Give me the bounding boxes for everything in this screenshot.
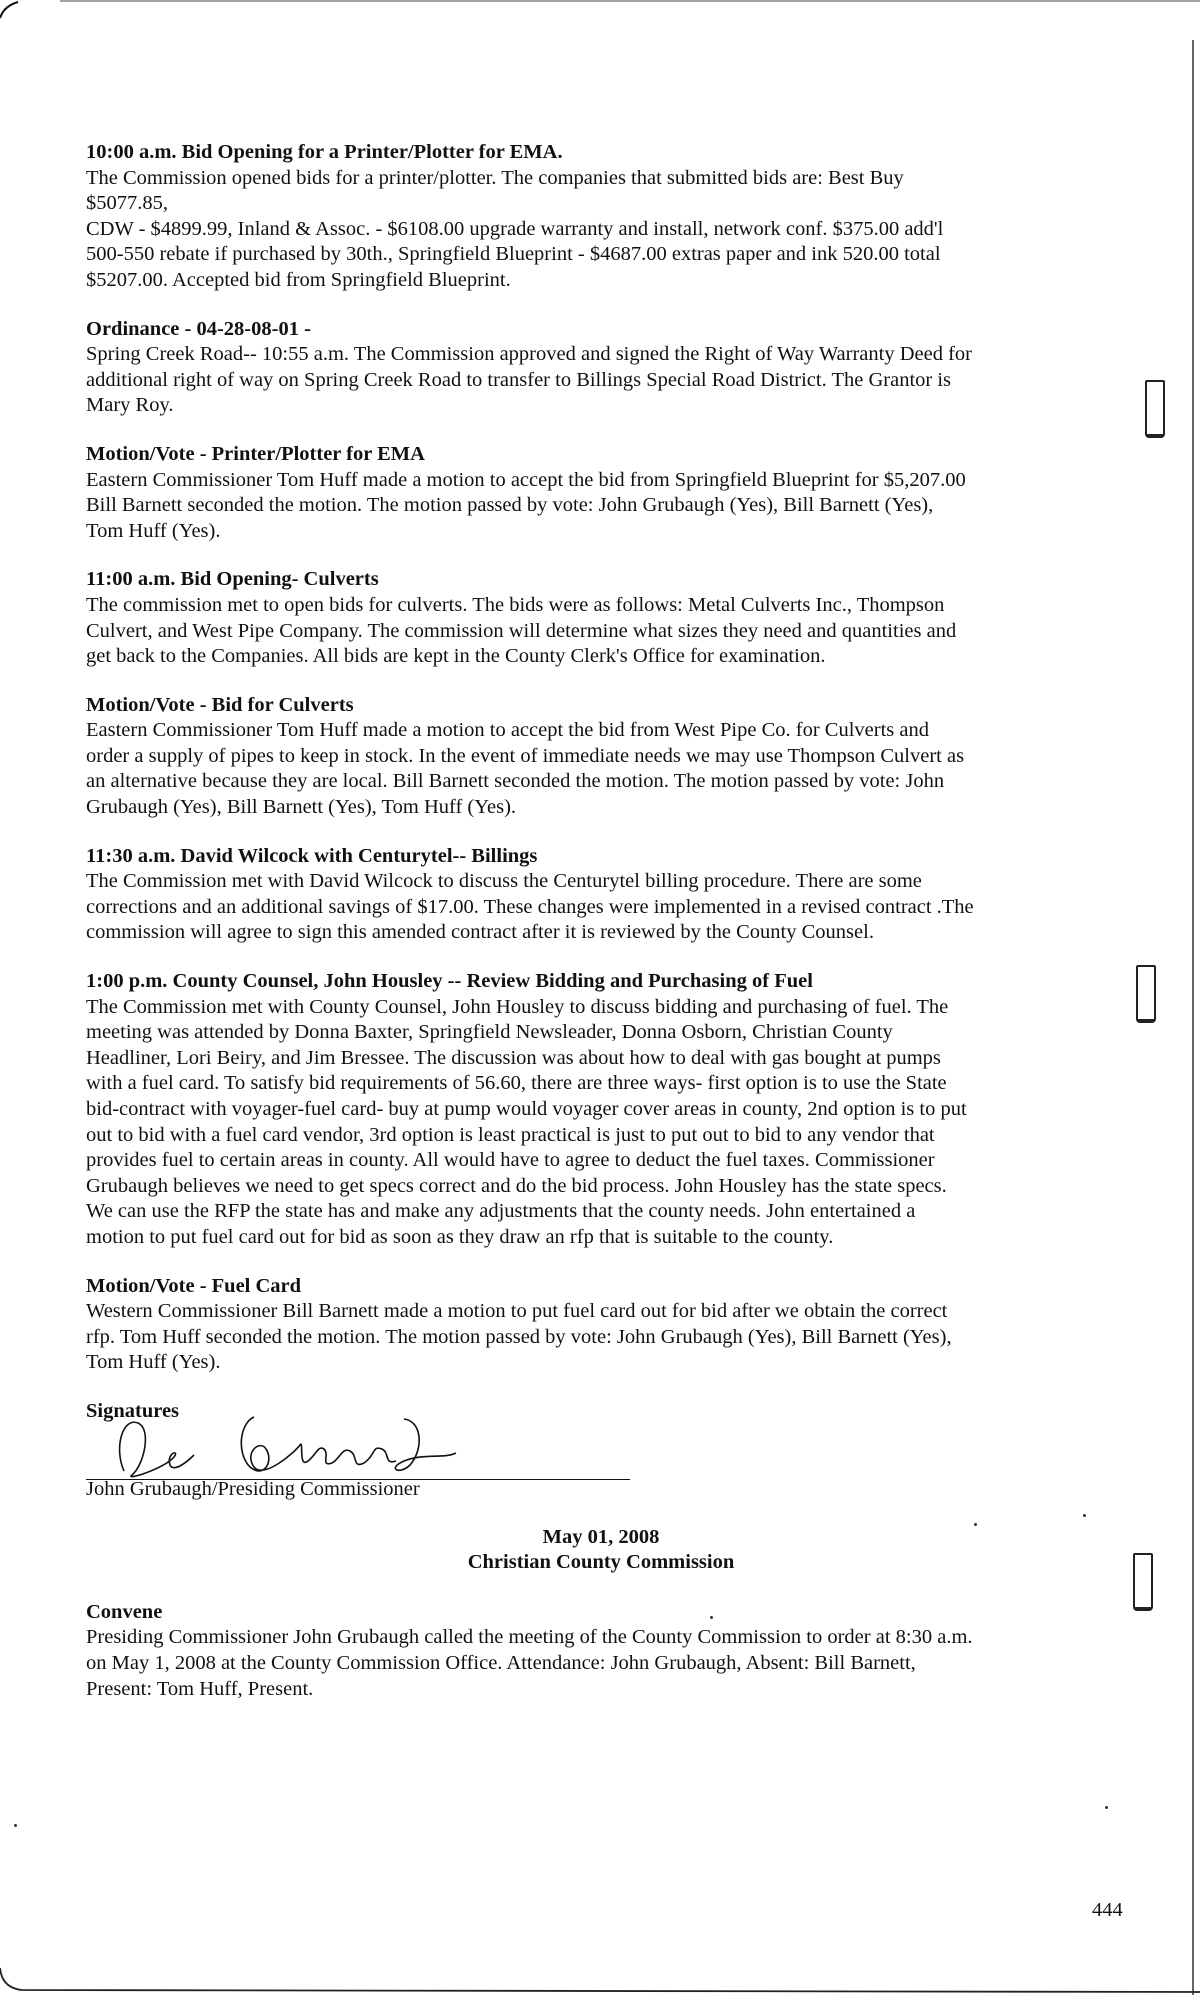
page-number: 444: [1092, 1899, 1123, 1921]
section-county-counsel-fuel: [86, 969, 1116, 1251]
scan-speck: [1083, 1514, 1086, 1517]
section-body: The Commission met with David Wilcock to discuss the Centurytel billing procedure. There are some corrections and an additional savings of $17.00. These changes were implemented in a revised contract .The commission will agree to sign this amended contract after it is reviewed by the County Counsel.: [86, 870, 974, 944]
meeting-header: [86, 1525, 1116, 1576]
section-heading: Motion/Vote - Bid for Culverts: [86, 693, 354, 716]
section-body: Western Commissioner Bill Barnett made a motion to put fuel card out for bid after we obtain the correct rfp. Tom Huff seconded the motion. The motion passed by vote: John Grubaugh (Yes), Bill Barnett (Yes), Tom Huff (Yes).: [86, 1300, 952, 1374]
section-heading: 11:00 a.m. Bid Opening- Culverts: [86, 568, 379, 591]
minutes-content: [86, 140, 1116, 1725]
signature-caption: John Grubaugh/Presiding Commissioner: [86, 1477, 420, 1500]
section-heading: 11:30 a.m. David Wilcock with Centurytel-- Billings: [86, 844, 538, 867]
meeting-date: May 01, 2008: [542, 1525, 660, 1548]
section-motion-culverts: [86, 693, 1116, 821]
scan-speck: [1105, 1806, 1108, 1809]
section-heading: Motion/Vote - Printer/Plotter for EMA: [86, 442, 425, 465]
section-motion-fuel-card: [86, 1274, 1116, 1376]
margin-tab-mark: [1133, 1553, 1153, 1611]
meeting-body-name: Christian County Commission: [467, 1551, 735, 1574]
scan-speck: [14, 1824, 17, 1827]
section-body: The Commission met with County Counsel, John Housley to discuss bidding and purchasing of fuel. The meeting was attended by Donna Baxter, Springfield Newsleader, Donna Osborn, Christian County Headliner, Lori Beiry, and Jim Bressee. The discussion was about how to deal with gas bought at pumps with a fuel card. To satisfy bid requirements of 56.60, there are three ways- first option is to use the State bid-contract with voyager-fuel card- buy at pump would voyager cover areas in county, 2nd option is to put out to bid with a fuel card vendor, 3rd option is least practical is just to put out to bid to any vendor that provides fuel to certain areas in county. All would have to agree to deduct the fuel taxes. Commissioner Grubaugh believes we need to get specs correct and do the bid process. John Housley has the state specs. We can use the RFP the state has and make any adjustments that the county needs. John entertained a motion to put fuel card out for bid as soon as they draw an rfp that is suitable to the county.: [86, 995, 967, 1248]
section-motion-printer: [86, 442, 1116, 544]
section-ordinance: [86, 317, 1116, 419]
section-convene: [86, 1600, 1116, 1702]
section-body: The commission met to open bids for culverts. The bids were as follows: Metal Culverts Inc., Thompson Culvert, and West Pipe Company. The commission will determine what sizes they need and quantities and get back to the Companies. All bids are kept in the County Clerk's Office for examination.: [86, 593, 957, 668]
section-bid-opening-printer: [86, 140, 1116, 294]
section-body: The Commission opened bids for a printer/plotter. The companies that submitted bids are: Best Buy $5077.85, CDW - $4899.99, Inland & Assoc. - $6108.00 upgrade warranty and install, network conf. $375.00 add'l 500-550 rebate if purchased by 30th., Springfield Blueprint - $4687.00 extras paper and ink 520.00 total $5207.00. Accepted bid from Springfield Blueprint.: [86, 166, 944, 291]
section-body: Presiding Commissioner John Grubaugh called the meeting of the County Commission to order at 8:30 a.m. on May 1, 2008 at the County Commission Office. Attendance: John Grubaugh, Absent: Bill Barnett, Present: Tom Huff, Present.: [86, 1626, 973, 1700]
scan-speck: [710, 1616, 713, 1619]
section-heading: 10:00 a.m. Bid Opening for a Printer/Plotter for EMA.: [86, 141, 563, 163]
section-body: Eastern Commissioner Tom Huff made a motion to accept the bid from West Pipe Co. for Culverts and order a supply of pipes to keep in stock. In the event of immediate needs we may use Thompson Culvert as an alternative because they are local. Bill Barnett seconded the motion. The motion passed by vote: John Grubaugh (Yes), Bill Barnett (Yes), Tom Huff (Yes).: [86, 719, 965, 819]
section-centurytel: [86, 844, 1116, 946]
scan-speck: [974, 1523, 977, 1526]
margin-tab-mark: [1145, 380, 1165, 438]
section-bid-opening-culverts: [86, 567, 1116, 669]
section-heading: Motion/Vote - Fuel Card: [86, 1274, 302, 1297]
section-heading: Ordinance - 04-28-08-01 -: [86, 317, 311, 340]
section-heading: 1:00 p.m. County Counsel, John Housley -- Review Bidding and Purchasing of Fuel: [86, 970, 813, 993]
margin-tab-mark: [1136, 965, 1156, 1023]
section-body: Eastern Commissioner Tom Huff made a motion to accept the bid from Springfield Blueprint for $5,207.00 Bill Barnett seconded the motion. The motion passed by vote: John Grubaugh (Yes), Bill Barnett (Yes), Tom Huff (Yes).: [86, 468, 966, 542]
signature-block: [86, 1427, 586, 1499]
signatures-label: Signatures: [86, 1399, 180, 1422]
section-body: Spring Creek Road-- 10:55 a.m. The Commission approved and signed the Right of Way Warranty Deed for additional right of way on Spring Creek Road to transfer to Billings Special Road District. The Grantor is Mary Roy.: [86, 343, 973, 417]
section-heading: Convene: [86, 1600, 163, 1623]
